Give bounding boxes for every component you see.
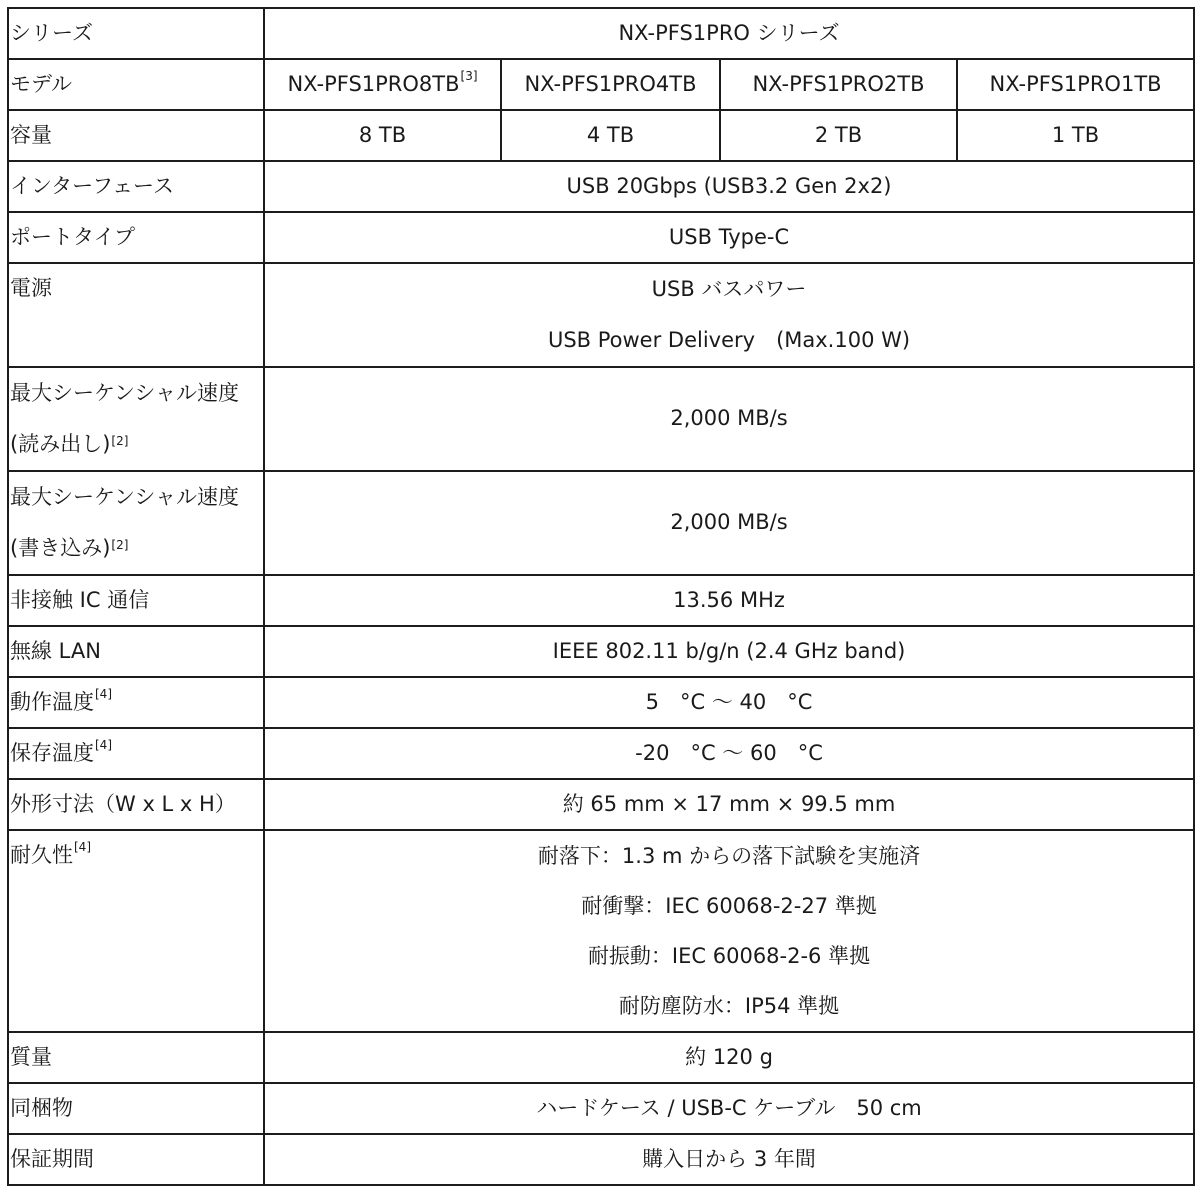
value-durability (264, 830, 1194, 1032)
row-power (8, 263, 1194, 367)
row-series (8, 8, 1194, 59)
value-read-speed: 2,000 MB/s (264, 367, 1194, 471)
footnote-ref: [2] (111, 538, 129, 552)
value-storage-temp: -20 °C ～ 60 °C (264, 728, 1194, 779)
capacity-1tb: 1 TB (957, 110, 1194, 161)
storage-temp-label-text: 保存温度 (10, 740, 94, 765)
spec-table (7, 7, 1195, 1186)
value-warranty: 購入日から 3 年間 (264, 1134, 1194, 1185)
label-durability (8, 830, 264, 1032)
label-operating-temp (8, 677, 264, 728)
row-warranty (8, 1134, 1194, 1185)
value-write-speed: 2,000 MB/s (264, 471, 1194, 575)
row-weight (8, 1032, 1194, 1083)
label-capacity: 容量 (8, 110, 264, 161)
row-operating-temp (8, 677, 1194, 728)
row-port-type (8, 212, 1194, 263)
write-speed-label-line2 (10, 523, 263, 574)
durability-line-drop: 耐落下：1.3 m からの落下試験を実施済 (537, 844, 921, 868)
durability-line-shock: 耐衝撃：IEC 60068-2-27 準拠 (581, 894, 877, 918)
read-speed-label-line1: 最大シーケンシャル速度 (10, 381, 240, 405)
read-speed-label-line2 (10, 419, 263, 470)
value-operating-temp: 5 °C ～ 40 °C (264, 677, 1194, 728)
capacity-8tb: 8 TB (264, 110, 501, 161)
footnote-ref: [3] (460, 68, 478, 83)
label-included: 同梱物 (8, 1083, 264, 1134)
label-power: 電源 (8, 263, 264, 367)
label-warranty: 保証期間 (8, 1134, 264, 1185)
model-4tb: NX-PFS1PRO4TB (501, 59, 720, 110)
read-speed-label-text: (読み出し) (10, 432, 111, 456)
value-included: ハードケース / USB-C ケーブル 50 cm (264, 1083, 1194, 1134)
capacity-4tb: 4 TB (501, 110, 720, 161)
label-series: シリーズ (8, 8, 264, 59)
value-port-type: USB Type-C (264, 212, 1194, 263)
footnote-ref: [2] (111, 434, 129, 448)
row-nfc (8, 575, 1194, 626)
row-capacity (8, 110, 1194, 161)
row-storage-temp (8, 728, 1194, 779)
durability-label-text: 耐久性 (10, 843, 73, 867)
footnote-ref: [4] (95, 737, 112, 752)
value-power (264, 263, 1194, 367)
row-included (8, 1083, 1194, 1134)
label-interface: インターフェース (8, 161, 264, 212)
label-dimensions: 外形寸法（W x L x H） (8, 779, 264, 830)
value-weight: 約 120 g (264, 1032, 1194, 1083)
row-read-speed (8, 367, 1194, 471)
durability-line-ip: 耐防塵防水：IP54 準拠 (618, 994, 840, 1018)
label-read-speed (8, 367, 264, 471)
write-speed-label-text: (書き込み) (10, 536, 111, 560)
label-write-speed (8, 471, 264, 575)
label-storage-temp (8, 728, 264, 779)
operating-temp-label-text: 動作温度 (10, 689, 94, 714)
row-durability (8, 830, 1194, 1032)
value-nfc: 13.56 MHz (264, 575, 1194, 626)
label-nfc: 非接触 IC 通信 (8, 575, 264, 626)
model-2tb: NX-PFS1PRO2TB (720, 59, 957, 110)
row-dimensions (8, 779, 1194, 830)
model-1tb: NX-PFS1PRO1TB (957, 59, 1194, 110)
row-wireless-lan (8, 626, 1194, 677)
row-interface (8, 161, 1194, 212)
value-dimensions: 約 65 mm × 17 mm × 99.5 mm (264, 779, 1194, 830)
model-name: NX-PFS1PRO8TB (287, 71, 460, 96)
durability-line-vibration: 耐振動：IEC 60068-2-6 準拠 (587, 944, 871, 968)
value-series: NX-PFS1PRO シリーズ (264, 8, 1194, 59)
model-8tb (264, 59, 501, 110)
capacity-2tb: 2 TB (720, 110, 957, 161)
power-line-pd: USB Power Delivery (Max.100 W) (547, 328, 911, 352)
footnote-ref: [4] (74, 840, 91, 854)
footnote-ref: [4] (95, 686, 112, 701)
value-interface: USB 20Gbps (USB3.2 Gen 2x2) (264, 161, 1194, 212)
label-weight: 質量 (8, 1032, 264, 1083)
label-port-type: ポートタイプ (8, 212, 264, 263)
write-speed-label-line1: 最大シーケンシャル速度 (10, 485, 240, 509)
label-model: モデル (8, 59, 264, 110)
row-model (8, 59, 1194, 110)
value-wireless-lan: IEEE 802.11 b/g/n (2.4 GHz band) (264, 626, 1194, 677)
power-line-bus: USB バスパワー (651, 277, 807, 301)
row-write-speed (8, 471, 1194, 575)
label-wireless-lan: 無線 LAN (8, 626, 264, 677)
